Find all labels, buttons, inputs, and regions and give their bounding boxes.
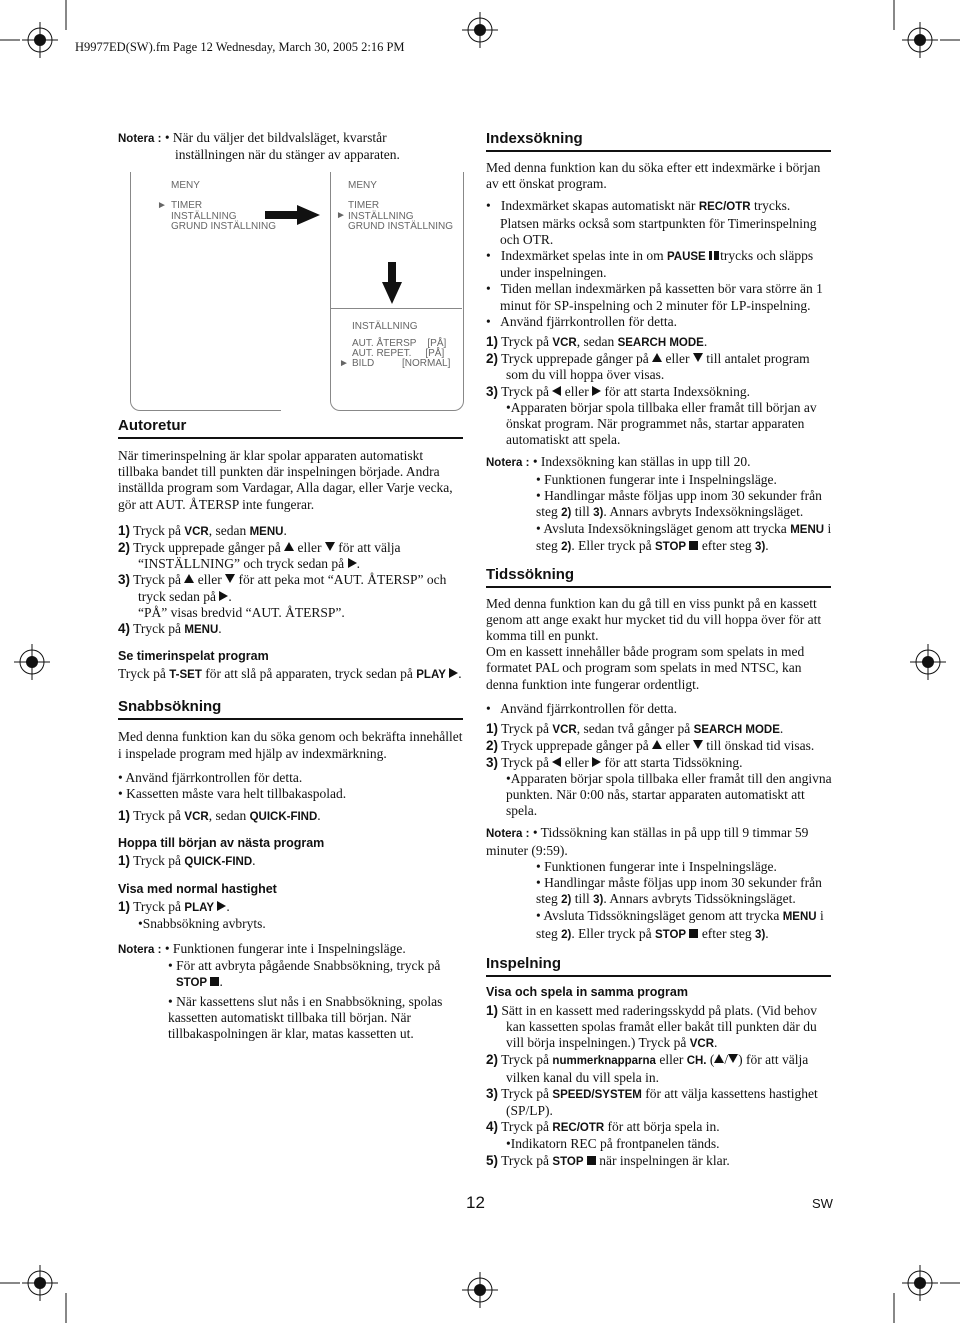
play-arrow-icon <box>219 591 228 601</box>
note-top: Notera : • När du väljer det bildvalsläget, kvarstår inställningen när du stänger av apparaten. <box>118 130 400 162</box>
index-text: Med denna funktion kan du söka efter ett indexmärke i början av ett önskat program. <box>486 160 821 192</box>
down-arrow-icon <box>325 542 335 551</box>
step-3: 3) Tryck på eller för att starta Indexsökning. •Apparaten börjar spola tillbaka eller framåt till början av önskat program. När programmet nås, startar apparaten automatiskt att spela. <box>486 383 817 448</box>
snabb-text: Med denna funktion kan du söka genom och bekräfta innehållet i inspelade program med hjälp av indexmärkning. <box>118 729 463 761</box>
menu3-row2: AUT. REPET. [PÅ] <box>352 348 445 359</box>
arrow-down-icon <box>382 262 402 309</box>
step-1: 1) Tryck på QUICK-FIND. <box>118 853 256 869</box>
section-title-tids: Tidssökning <box>486 565 575 583</box>
tids-text-2: Om en kassett innehåller både program som spelats in med formatet PAL och program som spelats in med NTSC, kan denna funktion inte fungerar ordentligt. <box>486 644 805 692</box>
step-2: 2) Tryck upprepade gånger på eller för att välja “INSTÄLLNING” och tryck sedan på . <box>118 540 401 572</box>
divider <box>486 150 831 152</box>
step-2: 2) Tryck på nummerknapparna eller CH. ( / ) för att välja vilken kanal du vill spela in. <box>486 1052 809 1085</box>
step-1: 1) Tryck på VCR, sedan två gånger på SEARCH MODE. <box>486 721 784 737</box>
step-4: 4) Tryck på REC/OTR för att börja spela in. •Indikatorn REC på frontpanelen tänds. <box>486 1119 720 1152</box>
tids-text-1: Med denna funktion kan du gå till en viss punkt på en kassett genom att ange exakt hur mycket tid du vill hoppa över för att komma till en punkt. <box>486 595 822 644</box>
step-2: 2) Tryck upprepade gånger på eller till önskad tid visas. <box>486 738 815 754</box>
menu-screen-3 <box>330 308 462 409</box>
menu1-title: MENY <box>171 180 200 191</box>
crosshair-top-center <box>462 12 498 48</box>
divider <box>486 975 831 977</box>
section-title-snabb: Snabbsökning <box>118 698 222 716</box>
section-title-hoppa: Hoppa till början av nästa program <box>118 836 325 851</box>
divider <box>486 586 831 588</box>
menu2-title: MENY <box>348 180 377 191</box>
rewind-arrow-icon <box>552 757 561 767</box>
step-1: 1) Tryck på VCR, sedan MENU. <box>118 522 287 538</box>
language-code: SW <box>812 1196 833 1211</box>
section-title-timerrec: Se timerinspelat program <box>118 649 269 664</box>
step-5: 5) Tryck på STOP när inspelningen är klar. <box>486 1152 730 1168</box>
crosshair-top-left <box>22 22 58 58</box>
menu1-items: TIMER INSTÄLLNING GRUND INSTÄLLNING <box>171 200 277 232</box>
play-arrow-icon <box>217 901 226 911</box>
stop-icon <box>689 929 698 938</box>
step-3: 3) Tryck på eller för att starta Tidssökning. •Apparaten börjar spola tillbaka eller framåt till den angivna punkten. När 0:00 nås, startar apparaten automatiskt att spela. <box>486 754 832 819</box>
play-arrow-icon <box>449 668 458 678</box>
section-title-visa: Visa med normal hastighet <box>118 881 277 896</box>
crosshair-top-right <box>902 22 938 58</box>
step-1: 1) Tryck på VCR, sedan SEARCH MODE. <box>486 334 708 350</box>
step-1: 1) Tryck på VCR, sedan QUICK-FIND. <box>118 808 321 824</box>
bullet: • Kassetten måste vara helt tillbakaspolad. <box>118 786 347 802</box>
down-arrow-icon <box>693 740 703 749</box>
rewind-arrow-icon <box>552 386 561 396</box>
crosshair-bottom-right <box>902 1265 938 1301</box>
note-bottom: Notera : • Funktionen fungerar inte i Inspelningsläge. • För att avbryta pågående Snabbsökning, tryck på STOP . • När kassettens slut nås i en Snabbsökning, spolas kassetten automatiskt tillbaka till början. När tillbakaspolningen är klar, matas kassetten ut. <box>118 941 443 1042</box>
divider <box>118 718 463 720</box>
bullet: • Använd fjärrkontrollen för detta. <box>118 769 303 785</box>
crosshair-mid-left <box>14 644 50 680</box>
step-1: 1) Tryck på PLAY . •Snabbsökning avbryts. <box>118 898 266 931</box>
left-column <box>118 130 463 163</box>
menu3-row3: BILD [NORMAL] <box>352 358 451 369</box>
up-arrow-icon <box>184 574 194 583</box>
right-column <box>486 130 832 1170</box>
step-3: 3) Tryck på SPEED/SYSTEM för att välja kassettens hastighet (SP/LP). <box>486 1085 818 1118</box>
timerrec-text: Tryck på T-SET för att slå på apparaten, tryck sedan på PLAY . <box>118 666 462 682</box>
step-2: 2) Tryck upprepade gånger på eller till antalet program som du vill hoppa över visas. <box>486 351 810 383</box>
menu3-title: INSTÄLLNING <box>352 321 418 332</box>
crosshair-mid-right <box>910 644 946 680</box>
play-arrow-icon <box>348 558 357 568</box>
bullet: • Indexmärket skapas automatiskt när REC/OTR trycks. Platsen märks också som startpunkten för Timerinspelning och OTR. <box>486 198 817 247</box>
up-arrow-icon <box>284 542 294 551</box>
autoretur-text: När timerinspelning är klar spolar apparaten automatiskt tillbaka bandet till punkten där inspelningen började. Andra inställda program som Vardagar, Alla dagar, eller Varje vecka, gör att AUT. ÅTERSP inte fungerar. <box>118 448 453 512</box>
bullet: • Använd fjärrkontrollen för detta. <box>486 700 678 716</box>
menu-screen-1 <box>130 172 281 411</box>
down-arrow-icon <box>693 353 703 362</box>
stop-icon <box>587 1156 596 1165</box>
cursor-icon: ► <box>157 200 167 211</box>
menu2-items: TIMER INSTÄLLNING GRUND INSTÄLLNING <box>348 200 454 232</box>
forward-arrow-icon <box>592 757 601 767</box>
section-title-insp: Inspelning <box>486 954 561 972</box>
bullet: • Indexmärket spelas inte in om PAUSE trycks och släpps under inspelningen. <box>486 248 814 281</box>
down-arrow-icon <box>728 1054 738 1063</box>
tids-notes: Notera : • Tidssökning kan ställas in på upp till 9 timmar 59 minuter (9:59). • Funktionen fungerar inte i Inspelningsläge. • Handlingar måste följas upp inom 30 sekunder från steg 2) till 3). Annars avbryts Tidssökningsläget. • Avsluta Tidssökningsläget genom att trycka MENU i steg 2). Eller tryck på STOP efter steg 3). <box>486 825 824 941</box>
index-notes: Notera : • Indexsökning kan ställas in upp till 20. • Funktionen fungerar inte i Inspelningsläge. • Handlingar måste följas upp inom 30 sekunder från steg 2) till 3). Annars avbryts Indexsökningsläget. • Avsluta Indexsökningsläget genom att trycka MENU i steg 2). Eller tryck på STOP efter steg 3). <box>486 454 832 554</box>
page-number: 12 <box>466 1193 485 1212</box>
up-arrow-icon <box>714 1054 724 1063</box>
stop-icon <box>689 541 698 550</box>
bullet: • Tiden mellan indexmärken på kassetten bör vara större än 1 minut för SP-inspelning och 2 minuter för LP-inspelning. <box>486 281 823 313</box>
section-title-index: Indexsökning <box>486 130 583 147</box>
crosshair-bottom-left <box>22 1265 58 1301</box>
pause-icon <box>709 251 714 260</box>
section-title-autoretur: Autoretur <box>118 417 187 434</box>
cursor-icon: ► <box>339 358 349 369</box>
down-arrow-icon <box>225 574 235 583</box>
stop-icon <box>210 977 219 986</box>
file-header: H9977ED(SW).fm Page 12 Wednesday, March 30, 2005 2:16 PM <box>75 40 405 54</box>
forward-arrow-icon <box>592 386 601 396</box>
up-arrow-icon <box>652 353 662 362</box>
bullet: • Använd fjärrkontrollen för detta. <box>486 313 678 329</box>
subsection-title-insp: Visa och spela in samma program <box>486 984 688 999</box>
autoretur-section <box>118 417 466 1042</box>
step-4: 4) Tryck på MENU. <box>118 621 222 637</box>
divider <box>118 437 463 439</box>
cursor-icon: ► <box>336 210 346 221</box>
crosshair-bottom-center <box>462 1272 498 1308</box>
up-arrow-icon <box>652 740 662 749</box>
arrow-right-icon <box>265 205 320 230</box>
step-3: 3) Tryck på eller för att peka mot “AUT. ÅTERSP” och tryck sedan på . “PÅ” visas bredvid “AUT. ÅTERSP”. <box>118 572 447 620</box>
menu3-row1: AUT. ÅTERSP [PÅ] <box>352 338 447 349</box>
step-1: 1) Sätt in en kassett med raderingsskydd på plats. (Vid behov kan kassetten spolas framåt eller bakåt till punkten där du vill börja inspelningen.) Tryck på VCR. <box>486 1002 818 1051</box>
